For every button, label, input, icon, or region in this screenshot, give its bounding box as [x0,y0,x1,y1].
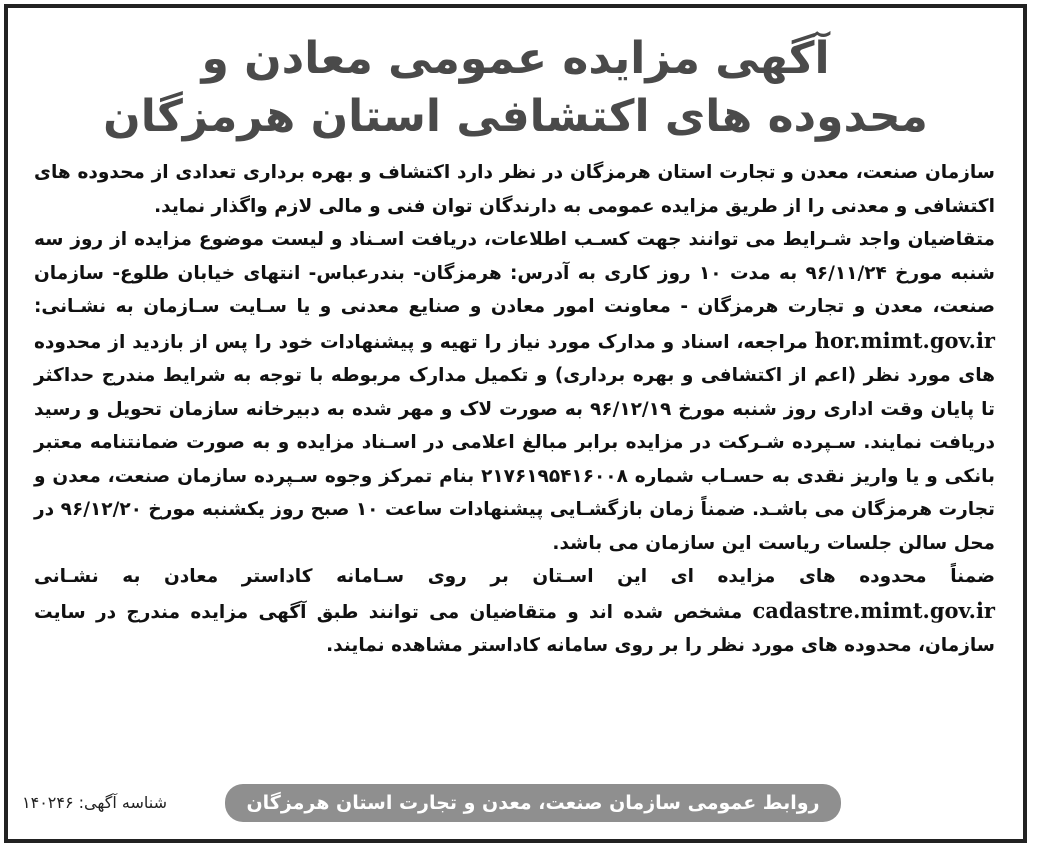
cadastre-text-part-1: ضمناً محدوده های مزایده ای این اسـتان بر روی سـامانه کاداستر معادن به نشـانی [34,566,995,587]
notice-paragraph-cadastre [34,560,995,663]
notice-footer [14,784,1017,828]
notice-paragraph-conditions [34,223,995,560]
conditions-text-part-2: مراجعه، اسناد و مدارک مورد نیاز را تهیه و پیشنهادات خود را پس از بازدید از محدوده های مورد نظر (اعم از اکتشافی و بهره برداری) و تکمیل مدارک مربوطه با توجه به شرایط مندرج حداکثر تا پایان وقت اداری روز شنبه مورخ ۹۶/۱۲/۱۹ به صورت لاک و مهر شده به دبیرخانه سازمان تحویل و رسید دریافت نمایند. سـپرده شـرکت در مزایده برابر مبالغ اعلامی در اسـناد مزایده و به صورت ضمانتنامه معتبر بانکی و یا واریز نقدی به حسـاب شماره ۲۱۷۶۱۹۵۴۱۶۰۰۸ بنام تمرکز وجوه سـپرده سازمان صنعت، معدن و تجارت هرمزگان می باشـد. ضمناً زمان بازگشـایی پیشنهادات ساعت ۱۰ صبح روز یکشنبه مورخ ۹۶/۱۲/۲۰ در محل سالن جلسات ریاست این سازمان می باشد. [34,331,996,554]
auction-notice [14,12,1017,841]
conditions-text-part-1: متقاضیان واجد شـرایط می توانند جهت کسـب اطلاعات، دریافت اسـناد و لیست موضوع مزایده از روز سه شنبه مورخ ۹۶/۱۱/۲۴ به مدت ۱۰ روز کاری به آدرس: هرمزگان- بندرعباس- انتهای خیابان طلوع- سازمان صنعت، معدن و تجارت هرمزگان - معاونت امور معادن و صنایع معدنی و یا سـایت سـازمان به نشـانی: [34,229,995,317]
notice-title-line-1: آگهی مزایده عمومی معادن و [201,33,830,84]
notice-title-line-2: محدوده های اکتشافی استان هرمزگان [103,91,928,142]
cadastre-address: cadastre.mimt.gov.ir [752,597,995,623]
public-relations-banner: روابط عمومی سازمان صنعت، معدن و تجارت استان هرمزگان [225,784,841,822]
notice-paragraph-intro: سازمان صنعت، معدن و تجارت استان هرمزگان در نظر دارد اکتشاف و بهره برداری تعدادی از محدوده های اکتشافی و معدنی را از طریق مزایده عمومی به دارندگان توان فنی و مالی لازم واگذار نماید. [34,162,995,217]
notice-title [14,30,1017,146]
notice-body [34,156,995,663]
notice-id: شناسه آگهی: ۱۴۰۲۴۶ [22,793,167,812]
cadastre-text-part-2: مشخص شده اند و متقاضیان می توانند طبق آگهی مزایده مندرج در سایت سازمان، محدوده های مورد نظر را بر روی سامانه کاداستر مشاهده نمایند. [34,601,995,656]
website-address: hor.mimt.gov.ir [814,327,995,353]
